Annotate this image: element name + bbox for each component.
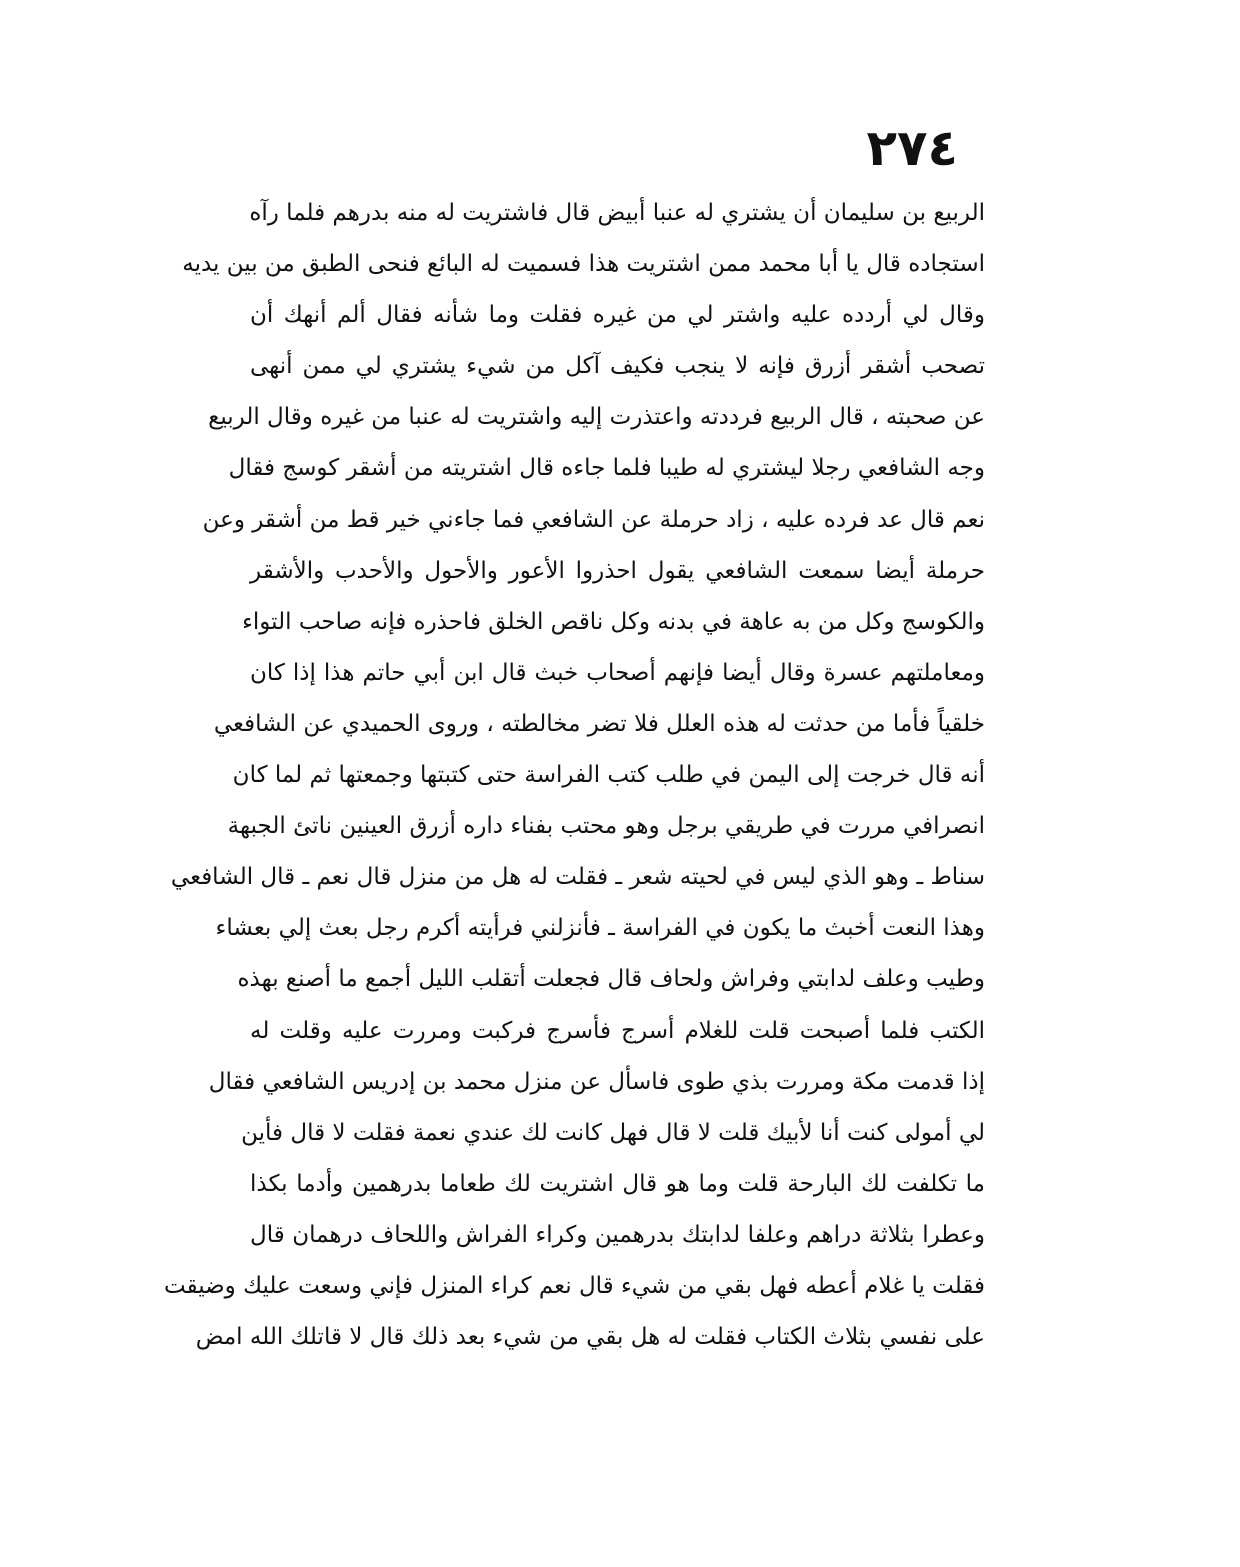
text-line: وقال لي أردده عليه واشتر لي من غيره فقلت وما شأنه فقال ألم أنهك أن <box>250 302 985 329</box>
text-line: عن صحبته ، قال الربيع فرددته واعتذرت إليه واشتريت له عنبا من غيره وقال الربيع <box>208 404 985 431</box>
text-line: على نفسي بثلاث الكتاب فقلت له هل بقي من شيء بعد ذلك قال لا قاتلك الله امض <box>195 1324 985 1351</box>
body-text <box>163 188 985 1363</box>
text-line: سناط ـ وهو الذي ليس في لحيته شعر ـ فقلت له هل من منزل قال نعم ـ قال الشافعي <box>170 864 985 891</box>
text-line: ومعاملتهم عسرة وقال أيضا فإنهم أصحاب خبث قال ابن أبي حاتم هذا إذا كان <box>250 659 985 686</box>
text-line: انصرافي مررت في طريقي برجل وهو محتب بفناء داره أزرق العينين ناتئ الجبهة <box>227 813 985 840</box>
text-line: وجه الشافعي رجلا ليشتري له طيبا فلما جاءه قال اشتريته من أشقر كوسج فقال <box>228 455 985 482</box>
text-line: استجاده قال يا أبا محمد ممن اشتريت هذا فسميت له البائع فنحى الطبق من بين يديه <box>182 251 985 278</box>
text-line: وعطرا بثلاثة دراهم وعلفا لدابتك بدرهمين وكراء الفراش واللحاف درهمان قال <box>250 1221 985 1248</box>
text-line: ما تكلفت لك البارحة قلت وما هو قال اشتريت لك طعاما بدرهمين وأدما بكذا <box>250 1170 985 1197</box>
text-line: فقلت يا غلام أعطه فهل بقي من شيء قال نعم كراء المنزل فإني وسعت عليك وضيقت <box>163 1272 985 1299</box>
text-line: خلقياً فأما من حدثت له هذه العلل فلا تضر مخالطته ، وروى الحميدي عن الشافعي <box>213 710 985 737</box>
text-line: نعم قال عد فرده عليه ، زاد حرملة عن الشافعي فما جاءني خير قط من أشقر وعن <box>202 506 985 533</box>
text-line: وهذا النعت أخبث ما يكون في الفراسة ـ فأنزلني فرأيته أكرم رجل بعث إلي بعشاء <box>215 915 985 942</box>
text-line: إذا قدمت مكة ومررت بذي طوى فاسأل عن منزل محمد بن إدريس الشافعي فقال <box>208 1068 985 1095</box>
text-line: أنه قال خرجت إلى اليمن في طلب كتب الفراسة حتى كتبتها وجمعتها ثم لما كان <box>232 762 985 789</box>
page-number: ٢٧٤ <box>866 119 958 177</box>
text-line: تصحب أشقر أزرق فإنه لا ينجب فكيف آكل من شيء يشتري لي ممن أنهى <box>250 353 985 380</box>
text-line: الربيع بن سليمان أن يشتري له عنبا أبيض قال فاشتريت له منه بدرهم فلما رآه <box>249 200 985 226</box>
text-line: وطيب وعلف لدابتي وفراش ولحاف قال فجعلت أتقلب الليل أجمع ما أصنع بهذه <box>237 966 985 993</box>
text-line: الكتب فلما أصبحت قلت للغلام أسرج فأسرج فركبت ومررت عليه وقلت له <box>250 1017 985 1044</box>
text-line: والكوسج وكل من به عاهة في بدنه وكل ناقص الخلق فاحذره فإنه صاحب التواء <box>242 608 985 635</box>
text-line: لي أمولى كنت أنا لأبيك قلت لا قال فهل كانت لك عندي نعمة فقلت لا قال فأين <box>241 1119 985 1146</box>
text-line: حرملة أيضا سمعت الشافعي يقول احذروا الأعور والأحول والأحدب والأشقر <box>250 557 985 584</box>
